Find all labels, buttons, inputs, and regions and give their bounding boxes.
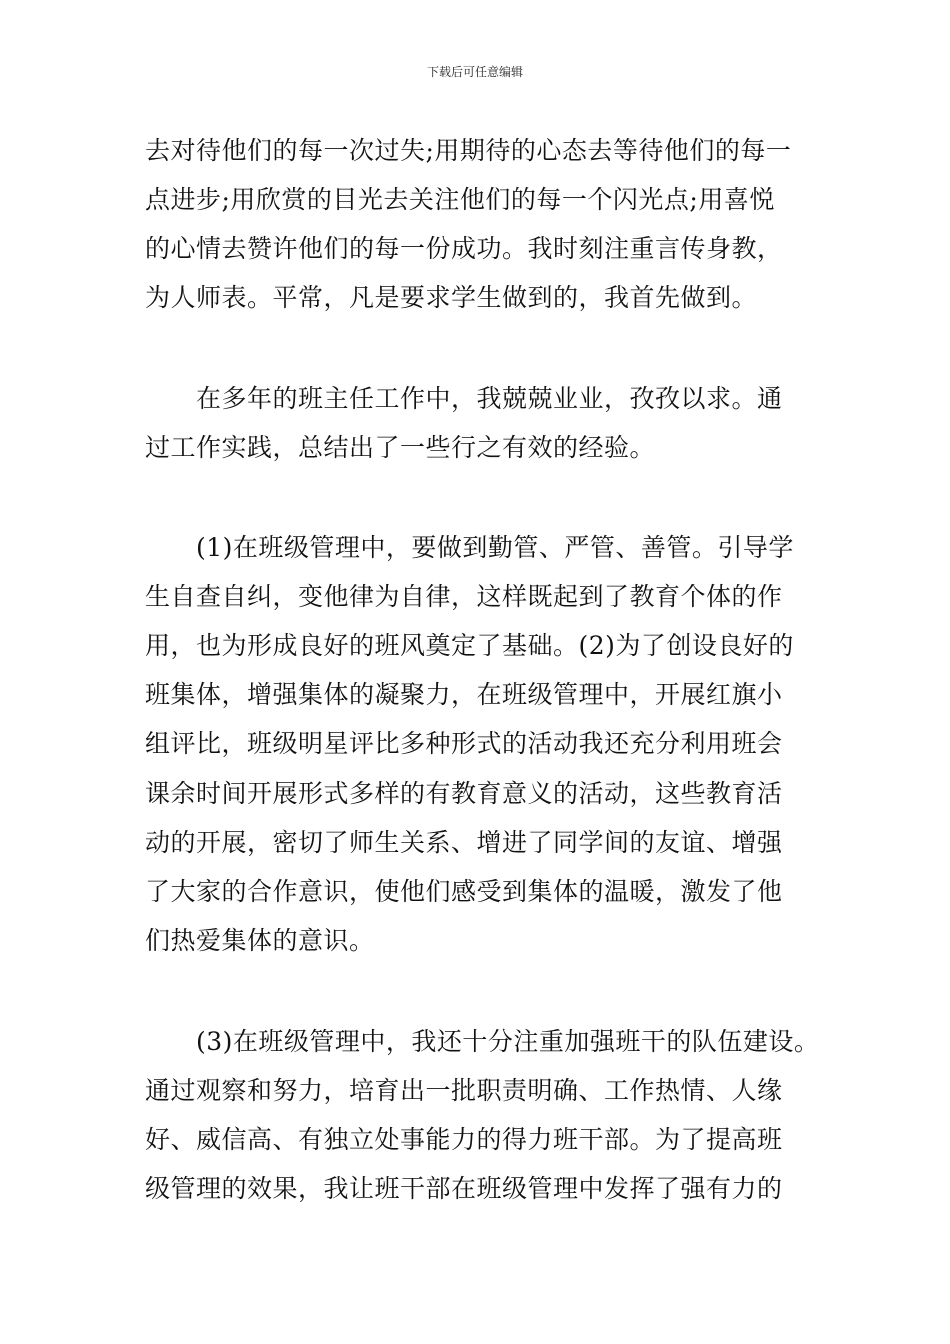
- text-line: (3)在班级管理中，我还十分注重加强班干的队伍建设。: [196, 1027, 820, 1056]
- text-line: 组评比，班级明星评比多种形式的活动我还充分利用班会: [145, 729, 783, 758]
- text-line: 生自查自纠，变他律为自律，这样既起到了教育个体的作: [145, 582, 783, 611]
- text-line: 课余时间开展形式多样的有教育意义的活动，这些教育活: [145, 779, 783, 808]
- text-line: 动的开展，密切了师生关系、增进了同学间的友谊、增强: [145, 828, 783, 857]
- text-line: 班集体，增强集体的凝聚力，在班级管理中，开展红旗小: [145, 680, 783, 709]
- text-line: 为人师表。平常，凡是要求学生做到的，我首先做到。: [145, 283, 758, 312]
- text-line: 了大家的合作意识，使他们感受到集体的温暖，激发了他: [145, 877, 783, 906]
- text-line: 用，也为形成良好的班风奠定了基础。(2)为了创设良好的: [145, 631, 794, 660]
- text-line: 们热爱集体的意识。: [145, 926, 375, 955]
- text-line: 好、威信高、有独立处事能力的得力班干部。为了提高班: [145, 1125, 783, 1154]
- text-line: 点进步;用欣赏的目光去关注他们的每一个闪光点;用喜悦: [145, 185, 775, 214]
- page-header: 下载后可任意编辑: [426, 65, 523, 79]
- text-line: 在多年的班主任工作中，我兢兢业业，孜孜以求。通: [196, 384, 783, 413]
- text-line: (1)在班级管理中，要做到勤管、严管、善管。引导学: [196, 533, 794, 562]
- text-line: 级管理的效果，我让班干部在班级管理中发挥了强有力的: [145, 1174, 783, 1203]
- text-line: 通过观察和努力，培育出一批职责明确、工作热情、人缘: [145, 1076, 783, 1105]
- text-line: 的心情去赞许他们的每一份成功。我时刻注重言传身教，: [145, 234, 783, 263]
- text-line: 去对待他们的每一次过失;用期待的心态去等待他们的每一: [145, 136, 792, 165]
- text-line: 过工作实践，总结出了一些行之有效的经验。: [145, 433, 656, 462]
